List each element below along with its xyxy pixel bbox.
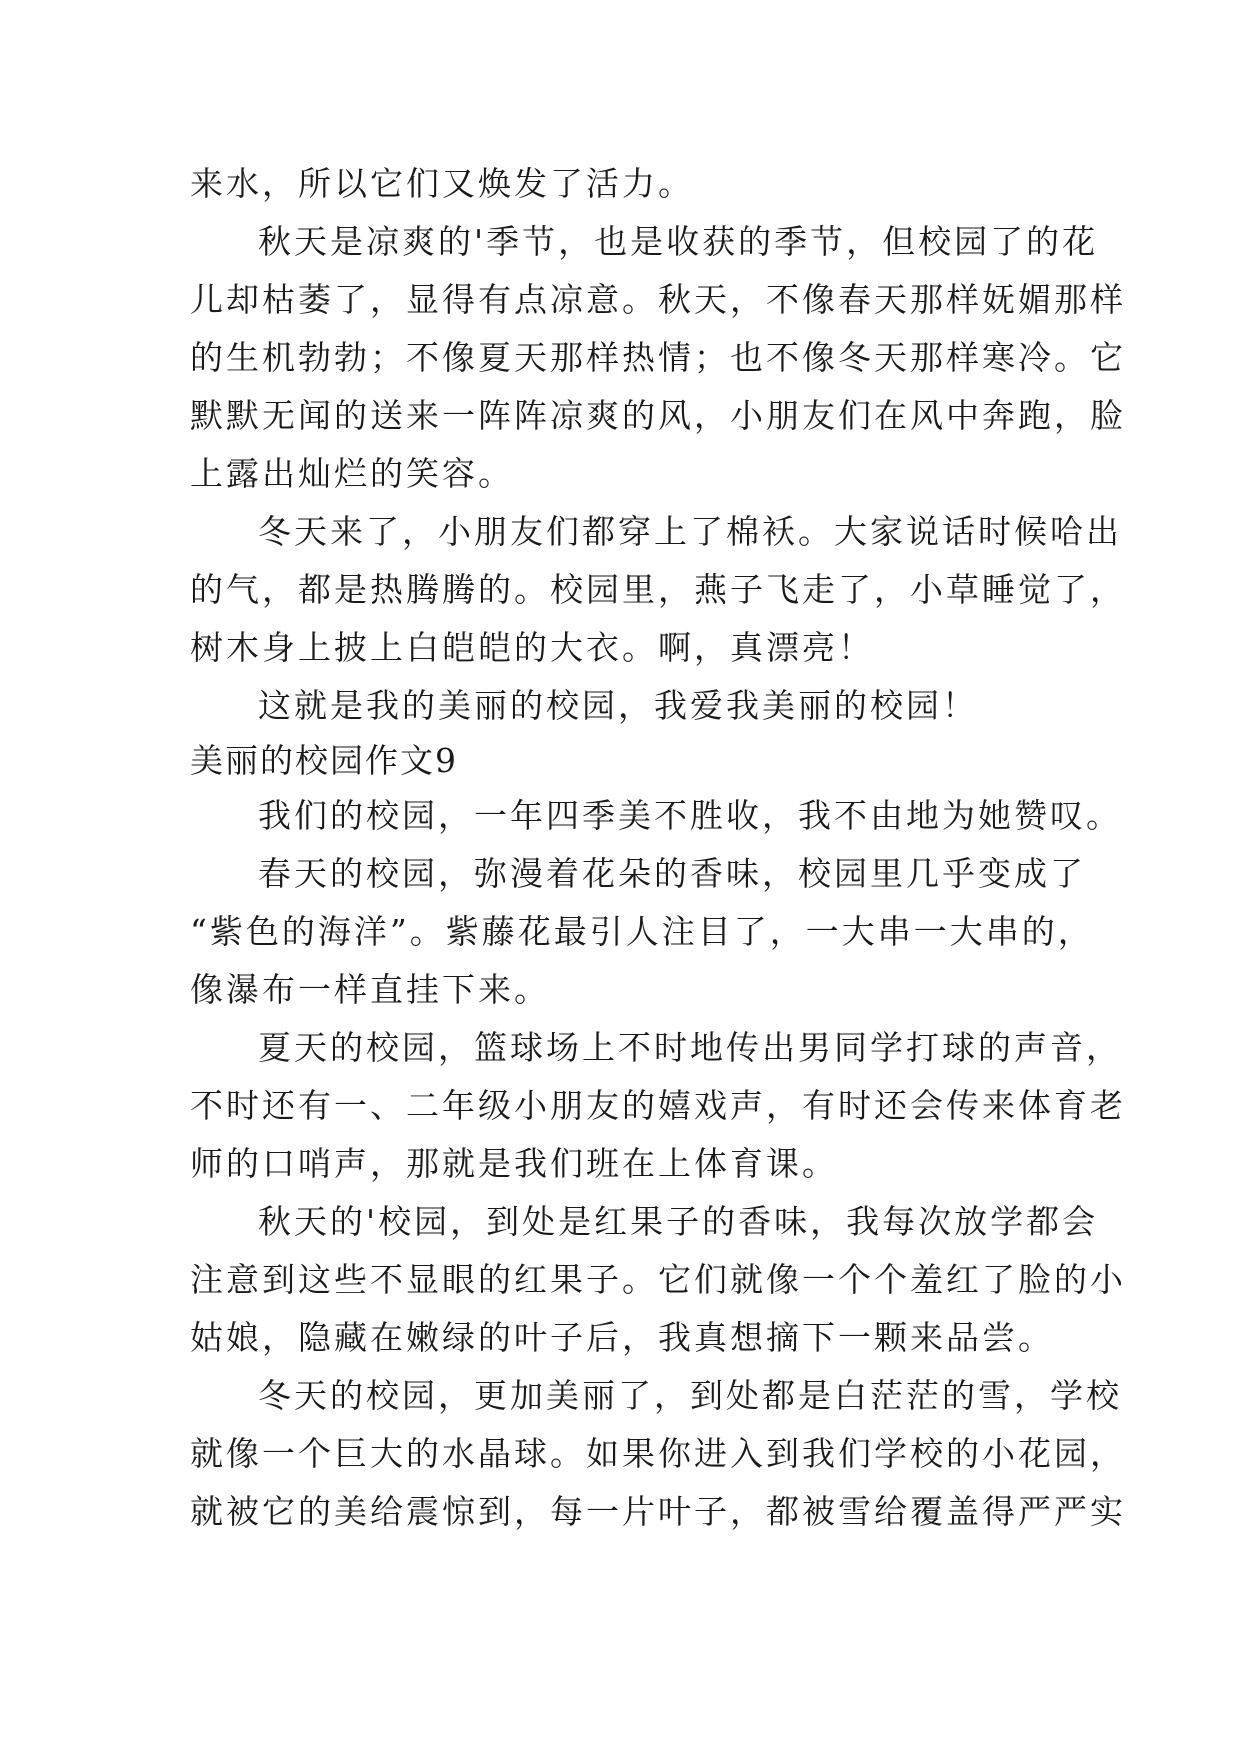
text-line: 的生机勃勃；不像夏天那样热情；也不像冬天那样寒冷。它 xyxy=(190,338,1126,377)
text-line: 注意到这些不显眼的红果子。它们就像一个个羞红了脸的小 xyxy=(190,1260,1126,1299)
text-line: 的气，都是热腾腾的。校园里，燕子飞走了，小草睡觉了， xyxy=(190,570,1126,609)
text-line: 儿却枯萎了，显得有点凉意。秋天，不像春天那样妩媚那样 xyxy=(190,280,1126,319)
text-line: 默默无闻的送来一阵阵凉爽的风，小朋友们在风中奔跑，脸 xyxy=(190,396,1126,435)
text-line: 夏天的校园，篮球场上不时地传出男同学打球的声音， xyxy=(258,1028,1122,1067)
text-line: 像瀑布一样直挂下来。 xyxy=(190,970,550,1009)
text-line: 就像一个巨大的水晶球。如果你进入到我们学校的小花园， xyxy=(190,1434,1126,1473)
text-line: 冬天的校园，更加美丽了，到处都是白茫茫的雪，学校 xyxy=(258,1376,1122,1415)
text-line: 春天的校园，弥漫着花朵的香味，校园里几乎变成了 xyxy=(258,854,1086,893)
document-body xyxy=(190,155,1126,1541)
text-line: 秋天是凉爽的'季节，也是收获的季节，但校园了的花 xyxy=(258,222,1099,261)
text-line: 上露出灿烂的笑容。 xyxy=(190,454,514,493)
text-line: 来水，所以它们又焕发了活力。 xyxy=(190,164,694,203)
text-line: 姑娘，隐藏在嫩绿的叶子后，我真想摘下一颗来品尝。 xyxy=(190,1318,1054,1357)
text-line: 秋天的'校园，到处是红果子的香味，我每次放学都会 xyxy=(258,1202,1099,1241)
text-line: 师的口哨声，那就是我们班在上体育课。 xyxy=(190,1144,838,1183)
text-line: “紫色的海洋”。紫藤花最引人注目了，一大串一大串的， xyxy=(190,912,1094,951)
section-title: 美丽的校园作文9 xyxy=(190,741,458,780)
text-line: 就被它的美给震惊到，每一片叶子，都被雪给覆盖得严严实 xyxy=(190,1492,1126,1531)
text-line: 不时还有一、二年级小朋友的嬉戏声，有时还会传来体育老 xyxy=(190,1086,1126,1125)
text-line: 这就是我的美丽的校园，我爱我美丽的校园！ xyxy=(258,686,978,725)
text-line: 我们的校园，一年四季美不胜收，我不由地为她赞叹。 xyxy=(258,796,1122,835)
text-line: 冬天来了，小朋友们都穿上了棉袄。大家说话时候哈出 xyxy=(258,512,1122,551)
text-line: 树木身上披上白皑皑的大衣。啊，真漂亮！ xyxy=(190,628,874,667)
